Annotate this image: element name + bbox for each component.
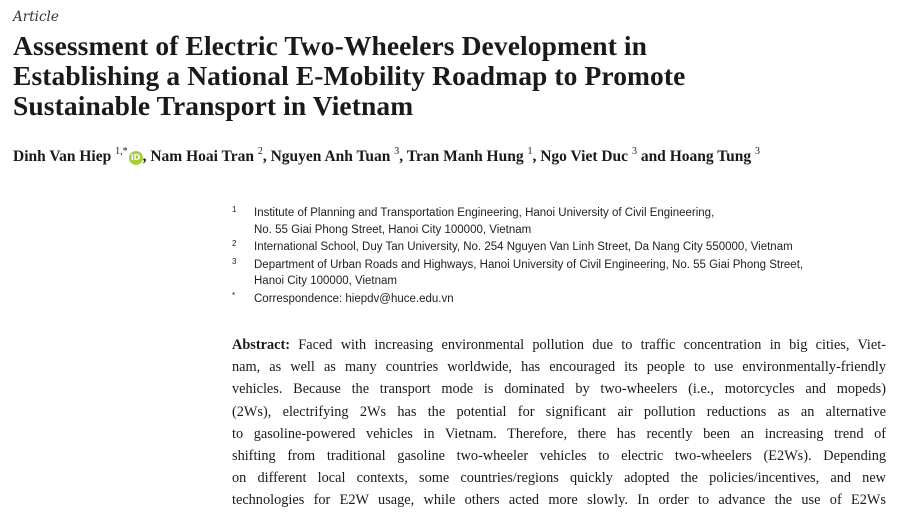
abstract-label: Abstract:	[232, 337, 290, 353]
author-affiliation-marker: 1,*	[115, 146, 128, 157]
paper-title	[13, 31, 873, 121]
author-affiliation-marker: 2	[257, 146, 263, 157]
affiliation-number: 2	[232, 239, 237, 248]
abstract-line: shifting from traditional gasoline two-wheeler vehicles to electric two-wheelers (E2Ws). Depending	[232, 448, 886, 465]
author-name: Dinh Van Hiep	[13, 148, 112, 166]
author-affiliation-marker: 1	[527, 146, 533, 157]
affiliation-text: International School, Duy Tan University, No. 254 Nguyen Van Linh Street, Da Nang City 550000, Vietnam	[254, 241, 793, 253]
title-line: Sustainable Transport in Vietnam	[13, 90, 414, 121]
author-affiliation-marker: 3	[755, 146, 760, 157]
author-separator: and	[636, 148, 670, 166]
affiliation-item	[232, 205, 803, 238]
author-separator: ,	[532, 148, 541, 166]
author-affiliation-marker: 3	[631, 146, 637, 157]
affiliation-list	[232, 205, 803, 308]
affiliation-item	[232, 239, 803, 256]
author-separator: ,	[399, 148, 407, 166]
abstract-line: nam, as well as many countries worldwide, has encouraged its people to use environmentally-friendly	[232, 359, 886, 376]
affiliation-text: Hanoi City 100000, Vietnam	[254, 275, 397, 287]
affiliation-number: 3	[232, 256, 237, 266]
abstract	[232, 334, 886, 512]
orcid-icon[interactable]: iD	[129, 151, 143, 165]
author-name: Tran Manh Hung	[406, 148, 524, 166]
author-name: Hoang Tung	[669, 148, 752, 166]
author-name: Nguyen Anh Tuan	[270, 148, 391, 166]
abstract-line: to gasoline-powered vehicles in Vietnam. Therefore, there has recently been an increasing trend of	[232, 425, 886, 442]
author-separator: ,	[262, 148, 271, 166]
author-affiliation-marker: 3	[394, 146, 400, 157]
abstract-line: on different local contexts, some countries/regions quickly adopted the policies/incentives, and new	[232, 470, 886, 487]
author-name: Ngo Viet Duc	[540, 148, 629, 166]
affiliation-text: Department of Urban Roads and Highways, Hanoi University of Civil Engineering, No. 55 Giai Phong Street,	[254, 258, 804, 271]
abstract-line: Abstract: Faced with increasing environmental pollution due to traffic concentration in big cities, Viet-	[232, 337, 886, 353]
affiliation-item	[232, 291, 803, 308]
affiliation-text: No. 55 Giai Phong Street, Hanoi City 100000, Vietnam	[254, 223, 532, 236]
abstract-line: vehicles. Because the transport mode is dominated by two-wheelers (i.e., motorcycles and mopeds)	[232, 381, 886, 398]
title-line: Assessment of Electric Two-Wheelers Development in	[13, 30, 648, 61]
affiliation-text: Correspondence: hiepdv@huce.edu.vn	[254, 292, 454, 305]
affiliation-item	[232, 257, 803, 290]
article-type-label: Article	[13, 9, 59, 25]
affiliation-number: 1	[232, 205, 237, 214]
author-name: Nam Hoai Tran	[150, 148, 254, 166]
author-list	[13, 147, 760, 166]
abstract-line: (2Ws), electrifying 2Ws has the potential for significant air pollution reductions as an alternative	[232, 403, 886, 420]
affiliation-number: *	[232, 290, 236, 300]
affiliation-text: Institute of Planning and Transportation Engineering, Hanoi University of Civil Engineering,	[254, 207, 715, 219]
abstract-line: technologies for E2W usage, while others acted more slowly. In order to advance the use of E2Ws	[232, 492, 886, 509]
author-separator: ,	[142, 148, 151, 166]
title-line: Establishing a National E-Mobility Roadmap to Promote	[13, 60, 686, 91]
